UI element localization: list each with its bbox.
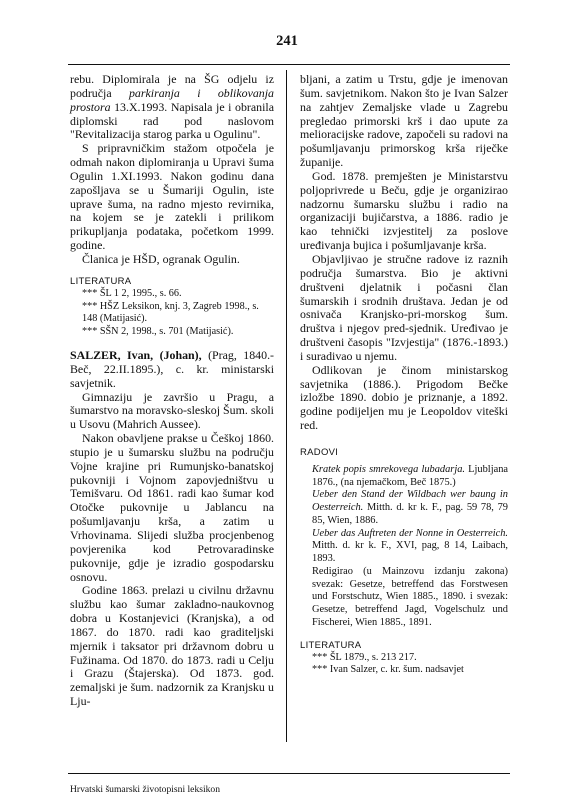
- paragraph-service: Nakon obavljene prakse u Češkoj 1860. stupio je u šumarsku službu na području Vojne krajine pri Rumunjsko-banatskoj pukovniji i Vojnom zapovjedništvu u Temišvaru. Od 1861. radi kao šumar kod Otočke pukovnije u Jablancu na pošumljavanju krša, a zatim u Vrhovinama. Slijedi služba procjenbenog povjerenika kod Petrovaradinske pukovnije, gdje je izradio gospodarsku osnovu.: [70, 431, 274, 584]
- paragraph-civil-service: Godine 1863. prelazi u civilnu državnu službu kao šumar zakladno-naukovnog dobra u Kostanjevici (Kranjska), a od 1867. do 1870. radi kao graditeljski mjernik i taksator pri državnom dobru u Fužinama. Od 1870. do 1873. radi u Celju i Grazu (Štajerska). Od 1873. god. zemaljski je šum. nadzornik za Kranjsku u Lju-: [70, 583, 274, 709]
- footer-title: Hrvatski šumarski životopisni leksikon: [70, 784, 221, 795]
- work-item: Ueber das Auftreten der Nonne in Oesterreich. Mitth. d. kr k. F., XVI, pag, 8 14, Laibach, 1893.: [312, 527, 508, 565]
- paragraph-diploma: rebu. Diplomirala je na ŠG odjelu iz područja parkiranja i oblikovanja prostora 13.X.1993. Napisala je i obranila diplomski rad pod naslovom "Revitalizacija starog parka u Ogulinu".: [70, 72, 274, 142]
- footer-rule: [68, 773, 510, 774]
- column-divider: [286, 70, 287, 742]
- paragraph-awards: Odlikovan je činom ministarskog savjetnika (1886.). Prigodom Bečke izložbe 1890. dobio je priznanje, a 1892. godine podijeljen mu je Leopoldov viteški red.: [300, 362, 508, 433]
- work-item: Redigirao (u Mainzovu izdanju zakona) svezak: Gesetze, betreffend das Forstwesen und Forstschutz, Wien 1885., 1890. i svezak: Gesetze, betreffend Jagd, Vogelschulz und Fischerei, Wien 1885., 1891.: [312, 565, 508, 628]
- work-item: Ueber den Stand der Wildbach wer baung in Oesterreich. Mitth. d. kr k. F., pag. 59 78, 79 85, Wien, 1886.: [312, 489, 508, 526]
- right-column: [300, 73, 508, 677]
- work-item: Kratek popis smrekovega lubadarja. Ljubljana 1876., (na njemačkom, Beč 1875.): [312, 463, 509, 488]
- entry-heading: SALZER, Ivan, (Johan), (Prag, 1840.-Beč, 22.II.1895.), c. kr. ministarski savjetnik.: [70, 348, 275, 390]
- literature-item: *** Ivan Salzer, c. kr. šum. nadsavjet: [312, 664, 464, 676]
- literature-label: LITERATURA: [300, 639, 362, 651]
- left-column: [70, 73, 274, 709]
- literature-item: *** ŠL 1 2, 1995., s. 66.: [82, 287, 182, 299]
- literature-item: *** ŠL 1879., s. 213 217.: [312, 651, 417, 663]
- literature-item: *** SŠN 2, 1998., s. 701 (Matijasić).: [82, 326, 234, 338]
- paragraph-education: Gimnaziju je završio u Pragu, a šumarstvo na moravsko-sleskoj Šum. skoli u Usovu (Mahrich Aussee).: [70, 389, 274, 432]
- literature-item: *** HŠZ Leksikon, knj. 3, Zagreb 1998., s. 148 (Matijasić).: [82, 300, 259, 325]
- paragraph-ministry: God. 1878. premješten je Ministarstvu poljoprivrede u Beču, gdje je organizirao nadzornu šumarsku službu i radio na organizaciji bujičarstva, a 1886. radio je kao tehnički izvjestitelj za poslove uređivanja bujica i pošumljavanje krša.: [300, 168, 508, 253]
- entry-name: SALZER, Ivan, (Johan),: [70, 348, 202, 362]
- header-rule: [68, 64, 510, 65]
- paragraph-career: S pripravničkim stažom otpočela je odmah nakon diplomiranja u Upravi šuma Ogulin 1.XI.1993. Nakon godinu dana zapošljava se u Šumariji Ogulin, iste uprave šuma, na radno mjesto revirnika, na kojem se je zatekli i prilikom prikupljanja podataka, početkom 1999. godine.: [70, 141, 274, 253]
- works-label: RADOVI: [300, 446, 339, 458]
- paragraph-publications: Objavljivao je stručne radove iz raznih područja šumarstva. Bio je aktivni društveni djelatnik i počasni član šumarskih i srodnih društava. Jedan je od osnivača Kranjsko-pri-morskog šum. društva i njegov pred-sjednik. Uređivao je društveni časopis "Izvjestija" (1876.-1893.) i suradivao u njemu.: [300, 251, 508, 363]
- paragraph-membership: Članica je HŠD, ogranak Ogulin.: [82, 251, 240, 266]
- literature-label: LITERATURA: [70, 275, 132, 287]
- paragraph-trieste: bljani, a zatim u Trstu, gdje je imenovan šum. savjetnikom. Nakon što je Ivan Salzer na zahtjev Zemaljske vlade u Zagrebu pregledao primorski krš i dao upute za melioracijske radove, započeli su radovi na pošumljavanju primorskog krša riječke županije.: [300, 72, 508, 170]
- page-number: 241: [276, 33, 298, 49]
